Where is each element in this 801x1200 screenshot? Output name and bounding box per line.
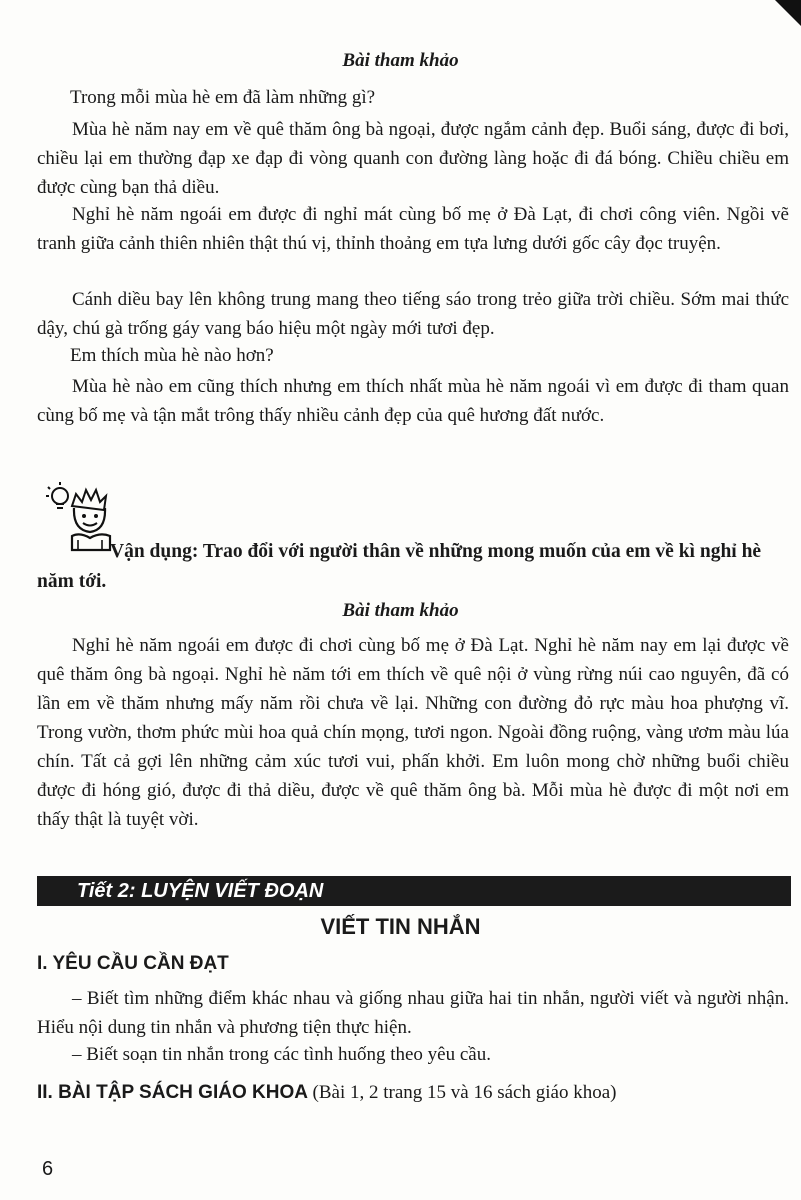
question-1: Trong mỗi mùa hè em đã làm những gì? <box>70 87 376 108</box>
answer-1: Mùa hè năm nay em về quê thăm ông bà ngoại, được ngắm cảnh đẹp. Buổi sáng, được đi bơi, chiều lại em thường đạp xe đạp đi vòng quanh con đường làng hoặc đi đá bóng. Chiều chiều em được cùng bạn thả diều. <box>37 119 789 198</box>
answer-4: Mùa hè nào em cũng thích nhưng em thích nhất mùa hè năm ngoái vì em được đi tham quan cùng bố mẹ và tận mắt trông thấy nhiều cảnh đẹp của quê hương đất nước. <box>37 376 789 426</box>
page-number: 6 <box>42 1158 54 1180</box>
answer-2: Nghỉ hè năm ngoái em được đi nghỉ mát cùng bố mẹ ở Đà Lạt, đi chơi công viên. Ngồi vẽ tranh giữa cảnh thiên nhiên thật thú vị, thỉnh thoảng em tựa lưng dưới gốc cây đọc truyện. <box>37 204 789 254</box>
lesson-band: Tiết 2: LUYỆN VIẾT ĐOẠN <box>37 876 791 906</box>
page-corner-mark <box>775 0 801 26</box>
section-1-heading: I. YÊU CẦU CẦN ĐẠT <box>37 953 229 974</box>
question-2: Em thích mùa hè nào hơn? <box>70 345 274 366</box>
reference-heading: Bài tham khảo <box>342 50 459 71</box>
section-2-heading: II. BÀI TẬP SÁCH GIÁO KHOA (Bài 1, 2 trang 15 và 16 sách giáo khoa) <box>37 1082 617 1103</box>
lesson-title: VIẾT TIN NHẮN <box>320 914 481 939</box>
reference-heading-2: Bài tham khảo <box>342 600 459 621</box>
requirement-1: – Biết tìm những điểm khác nhau và giống nhau giữa hai tin nhắn, người viết và người nhận. Hiểu nội dung tin nhắn và phương tiện thực hiện. <box>37 988 789 1038</box>
requirement-2: – Biết soạn tin nhắn trong các tình huống theo yêu cầu. <box>72 1044 491 1065</box>
answer-3: Cánh diều bay lên không trung mang theo tiếng sáo trong trẻo giữa trời chiều. Sớm mai thức dậy, chú gà trống gáy vang báo hiệu một ngày mới tươi đẹp. <box>37 289 789 339</box>
van-dung-answer: Nghỉ hè năm ngoái em được đi chơi cùng bố mẹ ở Đà Lạt. Nghỉ hè năm nay em lại được về quê thăm ông bà ngoại. Nghỉ hè năm tới em thích về quê nội ở vùng rừng núi cao nguyên, đã có lần em về thăm nhưng mấy năm rồi chưa về lại. Những con đường đỏ rực màu hoa phượng vĩ. Trong vườn, thơm phức mùi hoa quả chín mọng, tươi ngon. Ngoài đồng ruộng, vàng ươm màu lúa chín. Tất cả gợi lên những cảm xúc tươi vui, phấn khởi. Em luôn mong chờ những buổi chiều được đi hóng gió, được đi thả diều, được về quê thăm ông bà. Mỗi mùa hè được đi một nơi em thấy thật là tuyệt vời. <box>37 635 789 830</box>
van-dung-prompt: Vận dụng: Trao đổi với người thân về những mong muốn của em về kì nghỉ hè năm tới. <box>37 541 762 592</box>
